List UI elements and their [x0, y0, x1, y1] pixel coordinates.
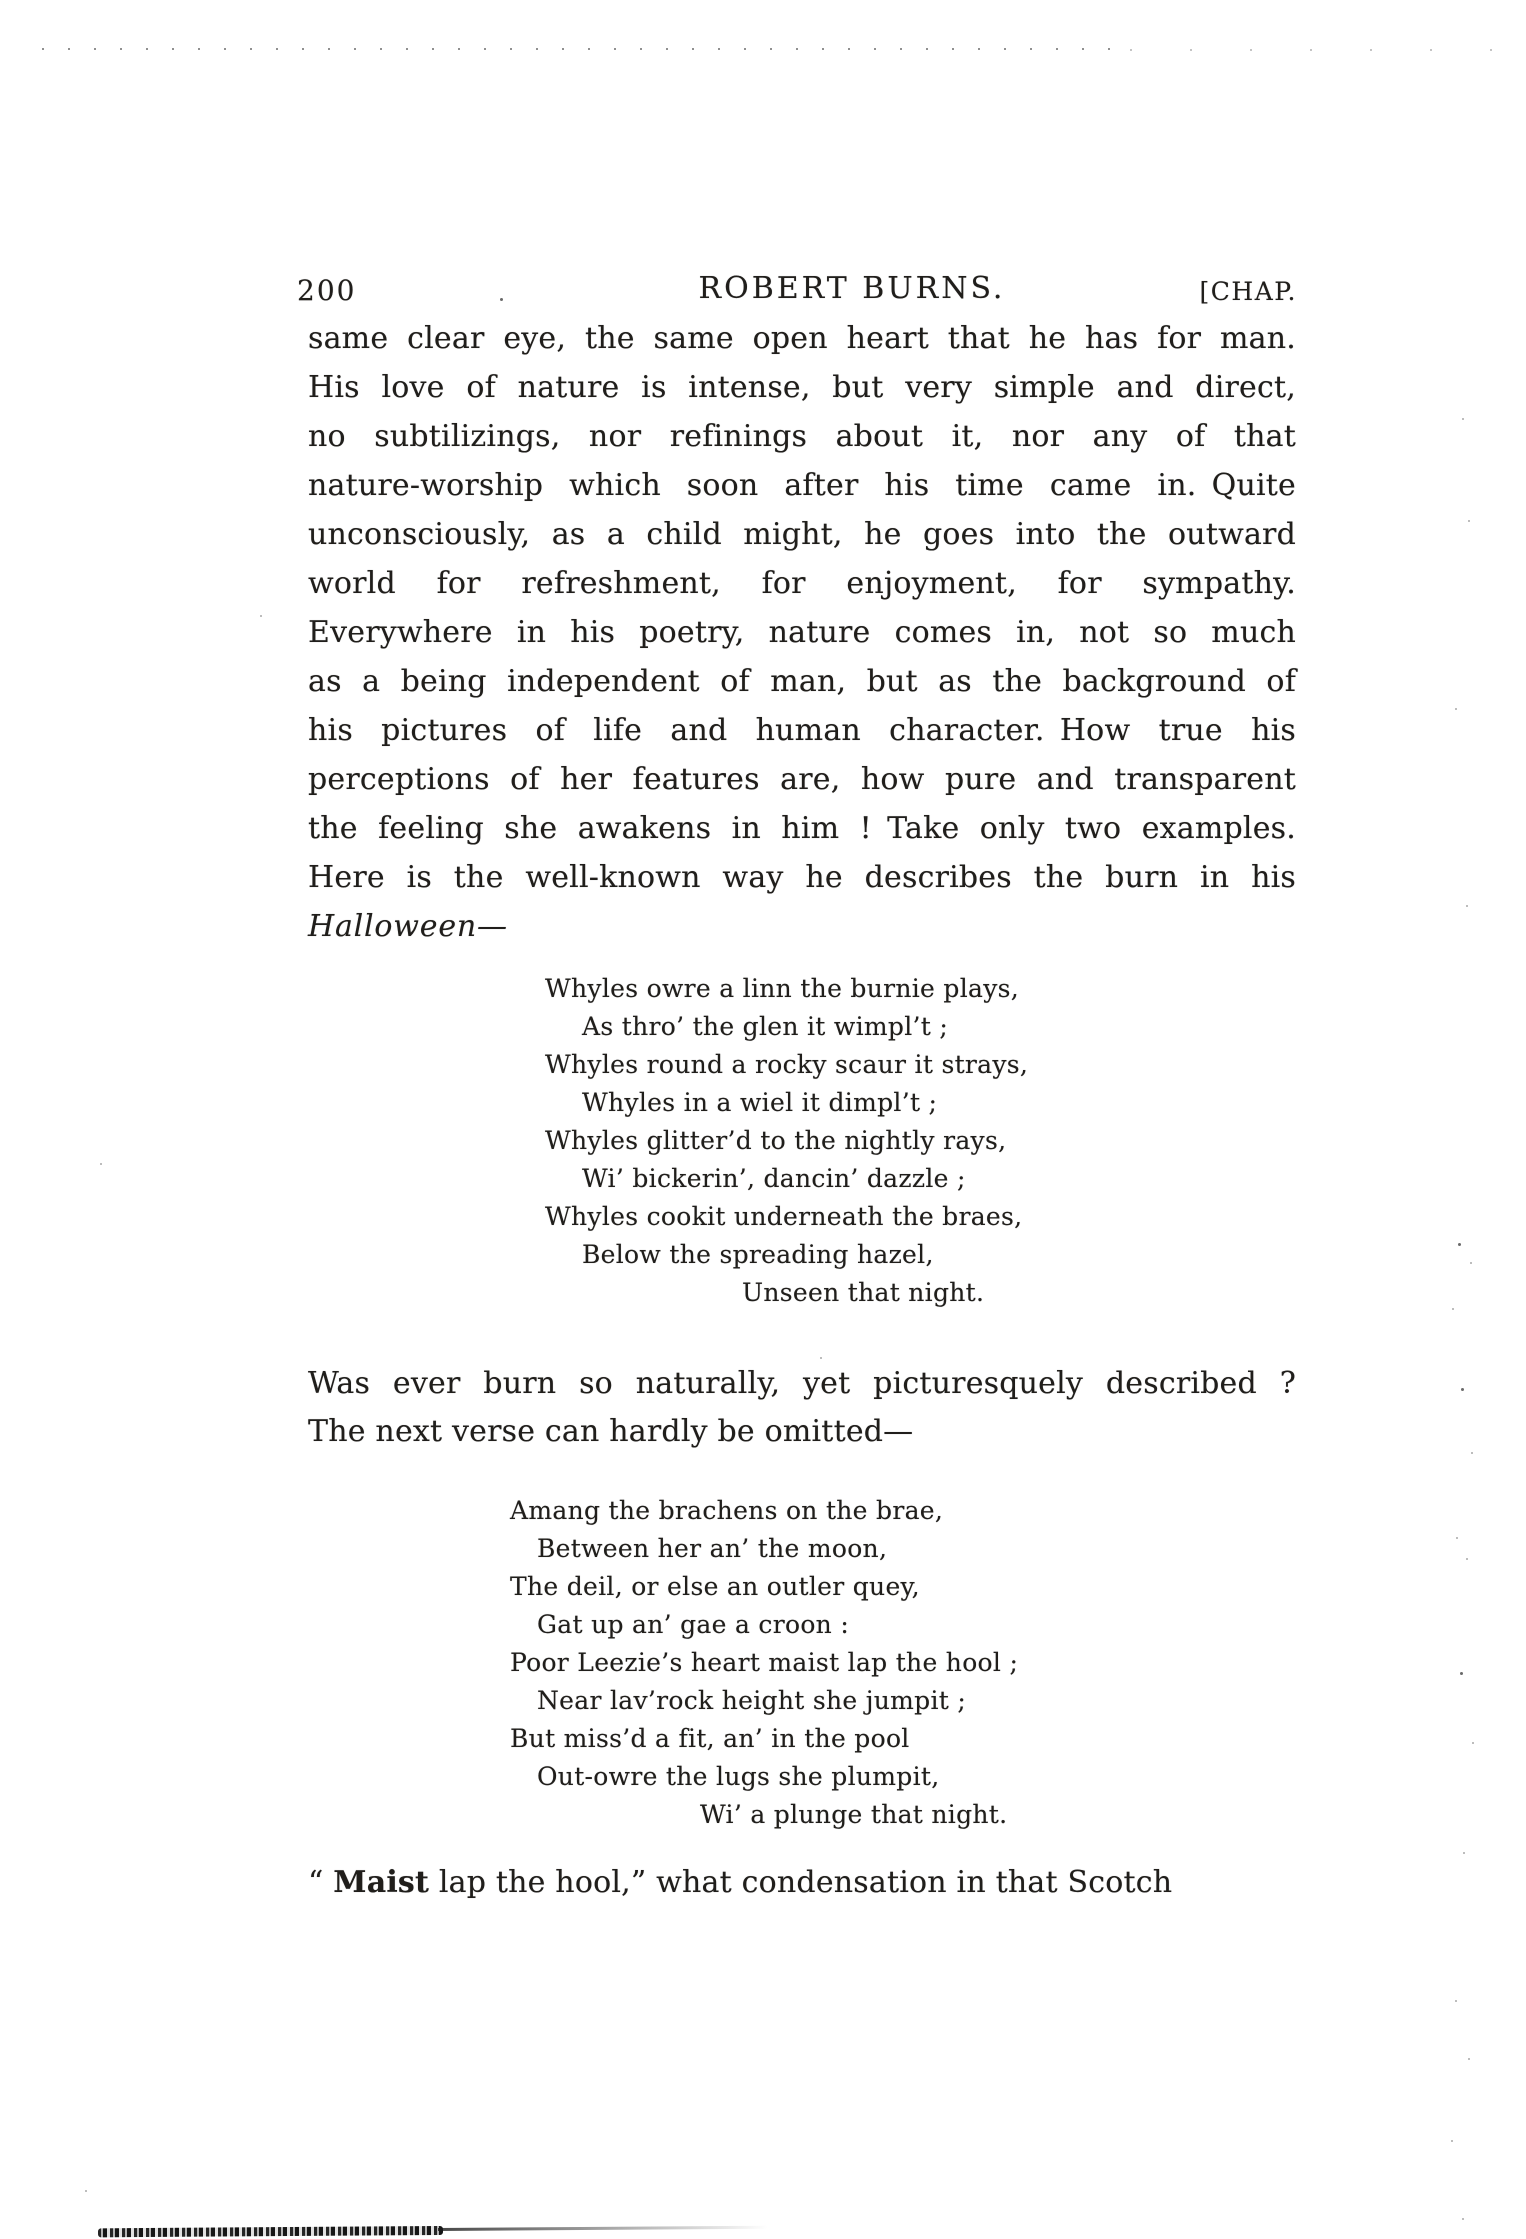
noise-dot: [1466, 905, 1468, 907]
noise-dot: [1461, 1388, 1464, 1391]
verse-line: Out-owre the lugs she plumpit,: [537, 1762, 940, 1791]
verse-line: As thro’ the glen it wimpl’t ;: [582, 1012, 949, 1041]
verse-line: The deil, or else an outler quey,: [510, 1572, 920, 1601]
noise-dot: [500, 298, 503, 301]
noise-dot: [1468, 2058, 1470, 2060]
open-quote: “: [308, 1865, 334, 1900]
halloween-title-line: Halloween—: [308, 909, 508, 944]
verse-line: Whyles round a rocky scaur it strays,: [545, 1050, 1029, 1079]
text-line: perceptions of her features are, how pure and transparent: [308, 762, 1296, 797]
running-title: ROBERT BURNS.: [698, 271, 1006, 306]
verse-line: Between her an’ the moon,: [537, 1534, 888, 1563]
verse-line: Wi’ bickerin’, dancin’ dazzle ;: [582, 1164, 966, 1193]
text-line: nature-worship which soon after his time came in. Quite: [308, 468, 1296, 503]
verse-line: Poor Leezie’s heart maist lap the hool ;: [510, 1648, 1019, 1677]
emphasized-word: Maist: [333, 1865, 430, 1900]
text-line: as a being independent of man, but as the background of: [308, 664, 1296, 699]
closing-text: lap the hool,” what condensation in that Scotch: [429, 1865, 1173, 1900]
text-line: His love of nature is intense, but very simple and direct,: [308, 370, 1296, 405]
noise-dot: [1462, 2218, 1464, 2220]
text-line: Everywhere in his poetry, nature comes in, not so much: [308, 615, 1296, 650]
noise-dot: [1451, 2140, 1453, 2142]
smudge-tail: [438, 2226, 768, 2231]
text-line: [308, 1858, 1296, 1907]
verse-line: Wi’ a plunge that night.: [700, 1800, 1008, 1829]
top-dotted-line-faint: [1130, 49, 1500, 51]
text-line: unconsciously, as a child might, he goes into the outward: [308, 517, 1296, 552]
verse-line: Gat up an’ gae a croon :: [537, 1610, 850, 1639]
text-line: the feeling she awakens in him ! Take only two examples.: [308, 811, 1296, 846]
noise-dot: [820, 1357, 822, 1359]
noise-dot: [85, 2190, 87, 2192]
text-line: world for refreshment, for enjoyment, for sympathy.: [308, 566, 1296, 601]
noise-dot: [1471, 1452, 1473, 1454]
verse-line: Whyles in a wiel it dimpl’t ;: [582, 1088, 938, 1117]
text-line: no subtilizings, nor refinings about it, nor any of that: [308, 419, 1296, 454]
noise-dot: [1455, 708, 1457, 710]
bottom-smudge: [98, 2220, 778, 2239]
noise-dot: [1462, 418, 1464, 420]
verse-line: Whyles cookit underneath the braes,: [545, 1202, 1023, 1231]
text-line: Was ever burn so naturally, yet picturesquely described ?: [308, 1366, 1296, 1401]
chapter-mark: [CHAP.: [1199, 277, 1297, 306]
poem-halloween-verse-1: [0, 970, 1526, 1312]
text-line: Here is the well-known way he describes the burn in his: [308, 860, 1296, 895]
noise-dot: [1468, 520, 1470, 522]
text-line: same clear eye, the same open heart that he has for man.: [308, 321, 1296, 356]
paragraph-nature: [308, 314, 1296, 951]
noise-dot: [1463, 1852, 1465, 1854]
verse-line: Unseen that night.: [742, 1278, 985, 1307]
verse-line: Below the spreading hazel,: [582, 1240, 934, 1269]
verse-line: Amang the brachens on the brae,: [510, 1496, 944, 1525]
verse-line: Near lav’rock height she jumpit ;: [537, 1686, 967, 1715]
poem-halloween-verse-2: [0, 1492, 1526, 1834]
closing-paragraph: [308, 1858, 1296, 1907]
page-number: 200: [297, 274, 357, 307]
smudge-band: [98, 2226, 443, 2237]
paragraph-transition: [308, 1360, 1296, 1456]
verse-line: Whyles owre a linn the burnie plays,: [545, 974, 1020, 1003]
text-line: his pictures of life and human character. How true his: [308, 713, 1296, 748]
text-line: The next verse can hardly be omitted—: [308, 1414, 914, 1449]
noise-dot: [260, 615, 262, 617]
top-dotted-line: [42, 48, 1112, 50]
verse-line: Whyles glitter’d to the nightly rays,: [545, 1126, 1007, 1155]
verse-line: But miss’d a fit, an’ in the pool: [510, 1724, 910, 1753]
noise-dot: [1455, 2000, 1457, 2002]
